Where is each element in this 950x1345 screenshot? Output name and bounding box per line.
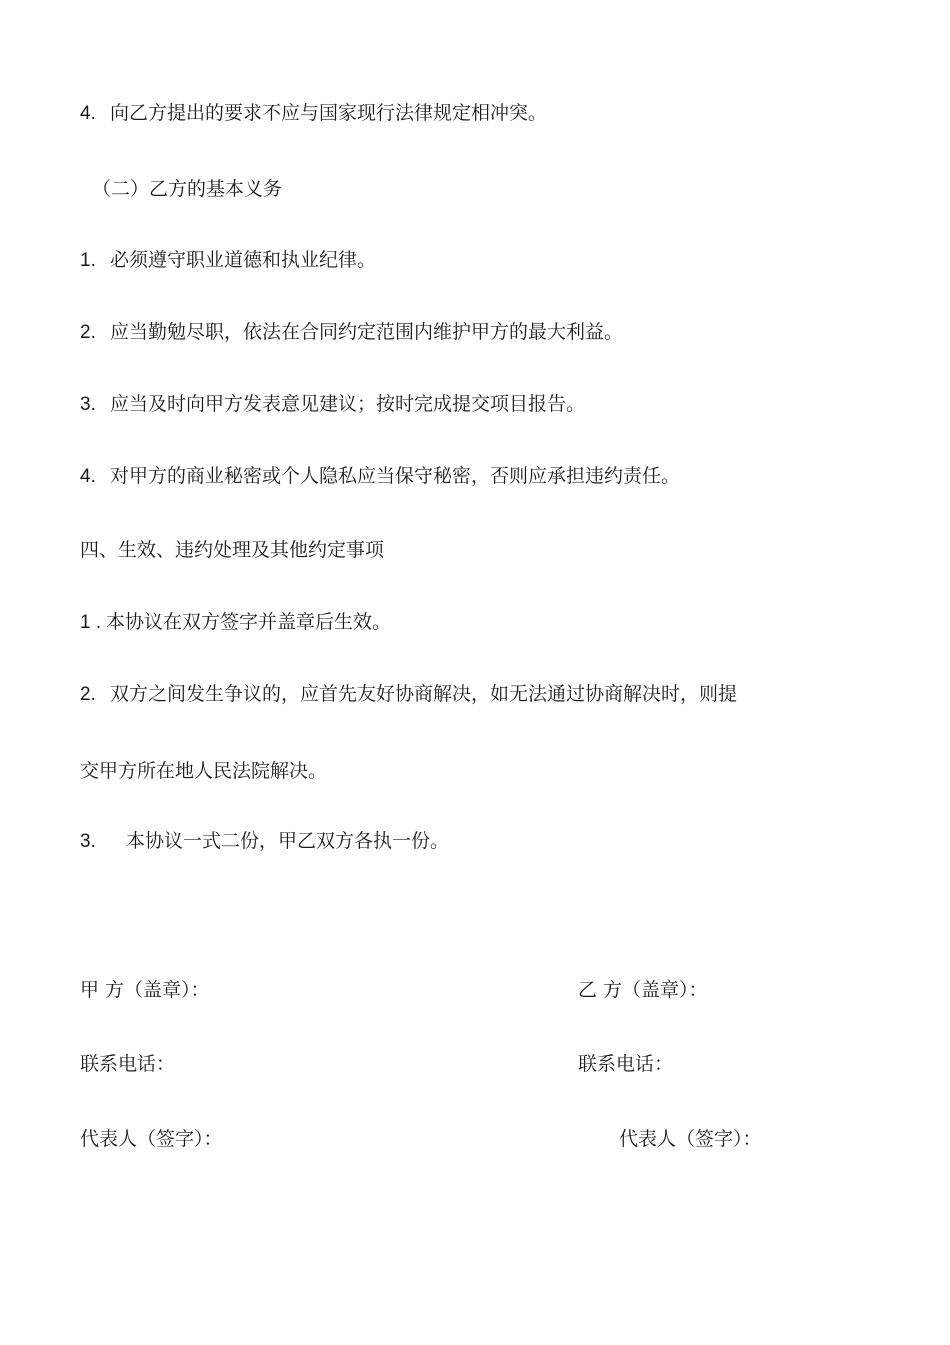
item-text: 应当及时向甲方发表意见建议；按时完成提交项目报告。 <box>110 393 586 415</box>
item-number: 4. <box>80 466 96 487</box>
list-item <box>80 319 623 346</box>
party-a-phone-label: 联系电话： <box>80 1053 176 1075</box>
item-number: 4. <box>80 103 96 124</box>
party-b-phone-label: 联系电话： <box>578 1053 674 1075</box>
item-number: 1. <box>80 250 96 271</box>
item-text: 必须遵守职业道德和执业纪律。 <box>110 249 377 271</box>
list-item <box>80 681 737 708</box>
item-text: 应当勤勉尽职，依法在合同约定范围内维护甲方的最大利益。 <box>110 321 624 343</box>
item-number: 3. <box>80 394 96 415</box>
item-text: 本协议一式二份，甲乙双方各执一份。 <box>126 830 450 852</box>
section-heading: （二）乙方的基本义务 <box>92 178 283 200</box>
item-text: 向乙方提出的要求不应与国家现行法律规定相冲突。 <box>110 102 548 124</box>
list-item <box>80 100 547 127</box>
item-text: 本协议在双方签字并盖章后生效。 <box>106 611 392 633</box>
section-heading: 四、生效、违约处理及其他约定事项 <box>80 539 385 561</box>
item-number: 2. <box>80 322 96 343</box>
list-item <box>80 828 449 855</box>
party-b-representative-label: 代表人（签字）： <box>619 1128 762 1150</box>
list-item <box>80 609 391 636</box>
list-item-continuation: 交甲方所在地人民法院解决。 <box>80 760 328 782</box>
party-a-representative-label: 代表人（签字）： <box>80 1128 223 1150</box>
list-item <box>80 391 585 418</box>
item-number: 1 . <box>80 612 102 633</box>
item-text: 对甲方的商业秘密或个人隐私应当保守秘密，否则应承担违约责任。 <box>110 465 681 487</box>
item-number: 3. <box>80 831 96 852</box>
list-item <box>80 463 680 490</box>
item-text: 双方之间发生争议的，应首先友好协商解决，如无法通过协商解决时，则提 <box>110 683 738 705</box>
party-a-seal-label: 甲 方（盖章）： <box>80 979 210 1001</box>
party-b-seal-label: 乙 方（盖章）： <box>578 979 708 1001</box>
item-number: 2. <box>80 684 96 705</box>
list-item <box>80 247 376 274</box>
